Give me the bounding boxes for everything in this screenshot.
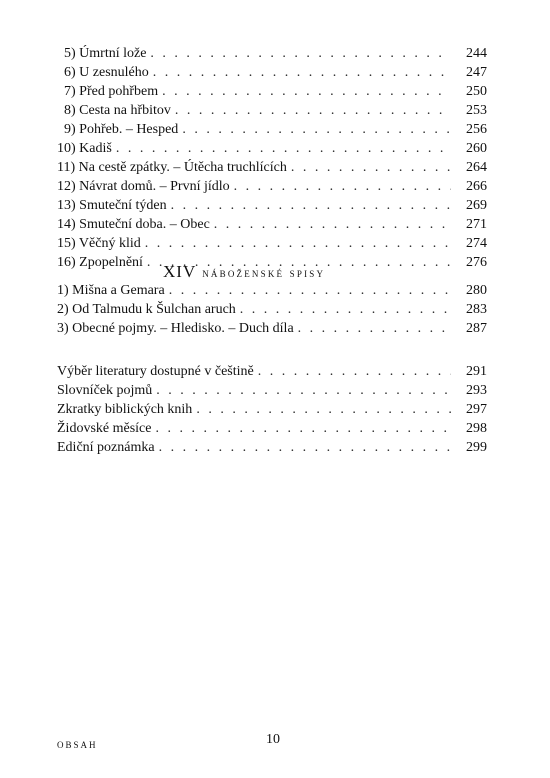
toc-entry[interactable] (57, 101, 487, 120)
leader-dots (116, 139, 451, 158)
toc-entry-label: 2) Od Talmudu k Šulchan aruch (57, 302, 236, 317)
toc-entry[interactable] (57, 400, 487, 419)
toc-entry-page: 244 (466, 46, 487, 61)
toc-entry-page: 287 (466, 321, 487, 336)
leader-dots (171, 196, 451, 215)
leader-dots (145, 234, 451, 253)
toc-entry-label: 13) Smuteční týden (57, 198, 167, 213)
toc-entry-label: 10) Kadiš (57, 141, 112, 156)
toc-entry[interactable] (57, 120, 487, 139)
toc-entry[interactable] (57, 362, 487, 381)
running-head: OBSAH (57, 740, 98, 750)
leader-dots (153, 63, 451, 82)
leader-dots (196, 400, 451, 419)
leader-dots (156, 381, 451, 400)
toc-entry-page: 266 (466, 179, 487, 194)
leader-dots (258, 362, 451, 381)
toc-entry[interactable] (57, 177, 487, 196)
leader-dots (298, 319, 451, 338)
leader-dots (159, 438, 451, 457)
toc-entry[interactable] (57, 158, 487, 177)
toc-entry[interactable] (57, 419, 487, 438)
toc-entry-label: Ediční poznámka (57, 440, 155, 455)
toc-entry[interactable] (57, 438, 487, 457)
toc-entry-page: 299 (466, 440, 487, 455)
leader-dots (214, 215, 451, 234)
toc-entry-label: Židovské měsíce (57, 421, 152, 436)
toc-entry-page: 298 (466, 421, 487, 436)
toc-entry-page: 283 (466, 302, 487, 317)
section-number: XIV (163, 262, 197, 281)
leader-dots (291, 158, 451, 177)
toc-entry[interactable] (57, 44, 487, 63)
toc-entry-page: 247 (466, 65, 487, 80)
toc-entry-label: 16) Zpopelnění (57, 255, 143, 270)
toc-entry[interactable] (57, 319, 487, 338)
toc-entry-label: 15) Věčný klid (57, 236, 141, 251)
toc-list-part2 (57, 281, 487, 338)
leader-dots (182, 120, 451, 139)
toc-entry[interactable] (57, 300, 487, 319)
toc-entry-page: 256 (466, 122, 487, 137)
toc-entry[interactable] (57, 281, 487, 300)
section-heading (163, 262, 325, 282)
toc-entry-label: Výběr literatury dostupné v češtině (57, 364, 254, 379)
leader-dots (169, 281, 451, 300)
toc-list-part1 (57, 44, 487, 272)
toc-entry[interactable] (57, 381, 487, 400)
toc-entry[interactable] (57, 215, 487, 234)
toc-entry-label: 12) Návrat domů. – První jídlo (57, 179, 230, 194)
toc-entry-page: 250 (466, 84, 487, 99)
toc-entry-page: 293 (466, 383, 487, 398)
toc-entry-label: 11) Na cestě zpátky. – Útěcha truchlících (57, 160, 287, 175)
toc-list-part3 (57, 362, 487, 457)
page-number: 10 (266, 732, 280, 747)
toc-entry-label: Slovníček pojmů (57, 383, 153, 398)
toc-entry[interactable] (57, 63, 487, 82)
toc-entry-label: 5) Úmrtní lože (57, 46, 147, 61)
leader-dots (150, 44, 451, 63)
toc-entry[interactable] (57, 139, 487, 158)
toc-entry-page: 269 (466, 198, 487, 213)
toc-entry-page: 260 (466, 141, 487, 156)
leader-dots (234, 177, 451, 196)
section-title: náboženské spisy (202, 265, 326, 280)
toc-entry-label: Zkratky biblických knih (57, 402, 193, 417)
toc-entry-label: 14) Smuteční doba. – Obec (57, 217, 210, 232)
leader-dots (155, 419, 451, 438)
toc-entry-label: 3) Obecné pojmy. – Hledisko. – Duch díla (57, 321, 294, 336)
leader-dots (240, 300, 451, 319)
toc-entry-page: 291 (466, 364, 487, 379)
toc-entry[interactable] (57, 234, 487, 253)
toc-entry-page: 280 (466, 283, 487, 298)
toc-entry-label: 1) Mišna a Gemara (57, 283, 165, 298)
toc-entry-label: 6) U zesnulého (57, 65, 149, 80)
toc-entry-page: 297 (466, 402, 487, 417)
toc-entry-page: 253 (466, 103, 487, 118)
leader-dots (175, 101, 451, 120)
toc-entry-label: 7) Před pohřbem (57, 84, 159, 99)
toc-entry-page: 276 (466, 255, 487, 270)
toc-entry-page: 274 (466, 236, 487, 251)
toc-entry-page: 271 (466, 217, 487, 232)
toc-entry-label: 9) Pohřeb. – Hesped (57, 122, 179, 137)
toc-entry[interactable] (57, 82, 487, 101)
toc-entry[interactable] (57, 196, 487, 215)
leader-dots (162, 82, 451, 101)
toc-entry-label: 8) Cesta na hřbitov (57, 103, 171, 118)
toc-entry-page: 264 (466, 160, 487, 175)
